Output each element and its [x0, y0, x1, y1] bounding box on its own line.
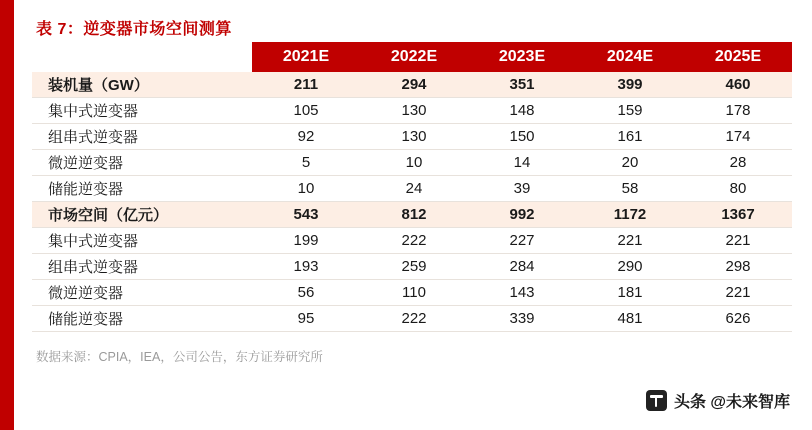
- table-row: [32, 176, 792, 202]
- watermark-label: 头条 @未来智库: [673, 394, 790, 411]
- cell-value: 211: [252, 72, 360, 98]
- toutiao-logo-icon: [646, 390, 667, 411]
- cell-value: 14: [468, 150, 576, 176]
- table-row: [32, 150, 792, 176]
- table-row: [32, 306, 792, 332]
- cell-value: 543: [252, 202, 360, 228]
- cell-value: 143: [468, 280, 576, 306]
- cell-value: 161: [576, 124, 684, 150]
- column-header-2025e: 2025E: [684, 42, 792, 72]
- cell-value: 5: [252, 150, 360, 176]
- row-label: 储能逆变器: [32, 176, 252, 202]
- cell-value: 130: [360, 98, 468, 124]
- cell-value: 92: [252, 124, 360, 150]
- column-header-2021e: 2021E: [252, 42, 360, 72]
- cell-value: 227: [468, 228, 576, 254]
- row-label: 组串式逆变器: [32, 254, 252, 280]
- row-label: 微逆逆变器: [32, 280, 252, 306]
- cell-value: 222: [360, 306, 468, 332]
- cell-value: 298: [684, 254, 792, 280]
- cell-value: 222: [360, 228, 468, 254]
- cell-value: 1367: [684, 202, 792, 228]
- cell-value: 130: [360, 124, 468, 150]
- cell-value: 812: [360, 202, 468, 228]
- column-header-2022e: 2022E: [360, 42, 468, 72]
- cell-value: 193: [252, 254, 360, 280]
- table-row: [32, 72, 792, 98]
- row-label: 装机量（GW）: [32, 72, 252, 98]
- cell-value: 259: [360, 254, 468, 280]
- row-label: 集中式逆变器: [32, 98, 252, 124]
- cell-value: 24: [360, 176, 468, 202]
- cell-value: 159: [576, 98, 684, 124]
- table-row: [32, 280, 792, 306]
- row-label: 储能逆变器: [32, 306, 252, 332]
- cell-value: 992: [468, 202, 576, 228]
- table-corner-cell: [32, 42, 252, 72]
- cell-value: 28: [684, 150, 792, 176]
- cell-value: 105: [252, 98, 360, 124]
- left-accent-bar: [0, 0, 14, 430]
- cell-value: 399: [576, 72, 684, 98]
- table-row: [32, 228, 792, 254]
- cell-value: 56: [252, 280, 360, 306]
- column-header-2023e: 2023E: [468, 42, 576, 72]
- cell-value: 460: [684, 72, 792, 98]
- cell-value: 58: [576, 176, 684, 202]
- cell-value: 80: [684, 176, 792, 202]
- table-row: [32, 202, 792, 228]
- inverter-market-table: [32, 42, 792, 332]
- table-body: [32, 72, 792, 332]
- table-header-row: [32, 42, 792, 72]
- cell-value: 626: [684, 306, 792, 332]
- page-content: [14, 0, 812, 430]
- cell-value: 351: [468, 72, 576, 98]
- cell-value: 199: [252, 228, 360, 254]
- cell-value: 284: [468, 254, 576, 280]
- row-label: 集中式逆变器: [32, 228, 252, 254]
- cell-value: 10: [360, 150, 468, 176]
- table-header: [32, 42, 792, 72]
- watermark: [646, 389, 790, 412]
- cell-value: 221: [684, 280, 792, 306]
- cell-value: 181: [576, 280, 684, 306]
- cell-value: 294: [360, 72, 468, 98]
- table-title: 表 7：逆变器市场空间测算: [36, 21, 232, 38]
- table-row: [32, 254, 792, 280]
- cell-value: 221: [576, 228, 684, 254]
- source-note: 数据来源：CPIA，IEA，公司公告，东方证券研究所: [36, 350, 323, 364]
- cell-value: 150: [468, 124, 576, 150]
- cell-value: 110: [360, 280, 468, 306]
- table-row: [32, 124, 792, 150]
- column-header-2024e: 2024E: [576, 42, 684, 72]
- cell-value: 481: [576, 306, 684, 332]
- cell-value: 221: [684, 228, 792, 254]
- cell-value: 20: [576, 150, 684, 176]
- row-label: 市场空间（亿元）: [32, 202, 252, 228]
- cell-value: 148: [468, 98, 576, 124]
- cell-value: 10: [252, 176, 360, 202]
- cell-value: 1172: [576, 202, 684, 228]
- cell-value: 174: [684, 124, 792, 150]
- cell-value: 178: [684, 98, 792, 124]
- table-row: [32, 98, 792, 124]
- row-label: 微逆逆变器: [32, 150, 252, 176]
- cell-value: 339: [468, 306, 576, 332]
- cell-value: 95: [252, 306, 360, 332]
- cell-value: 39: [468, 176, 576, 202]
- row-label: 组串式逆变器: [32, 124, 252, 150]
- cell-value: 290: [576, 254, 684, 280]
